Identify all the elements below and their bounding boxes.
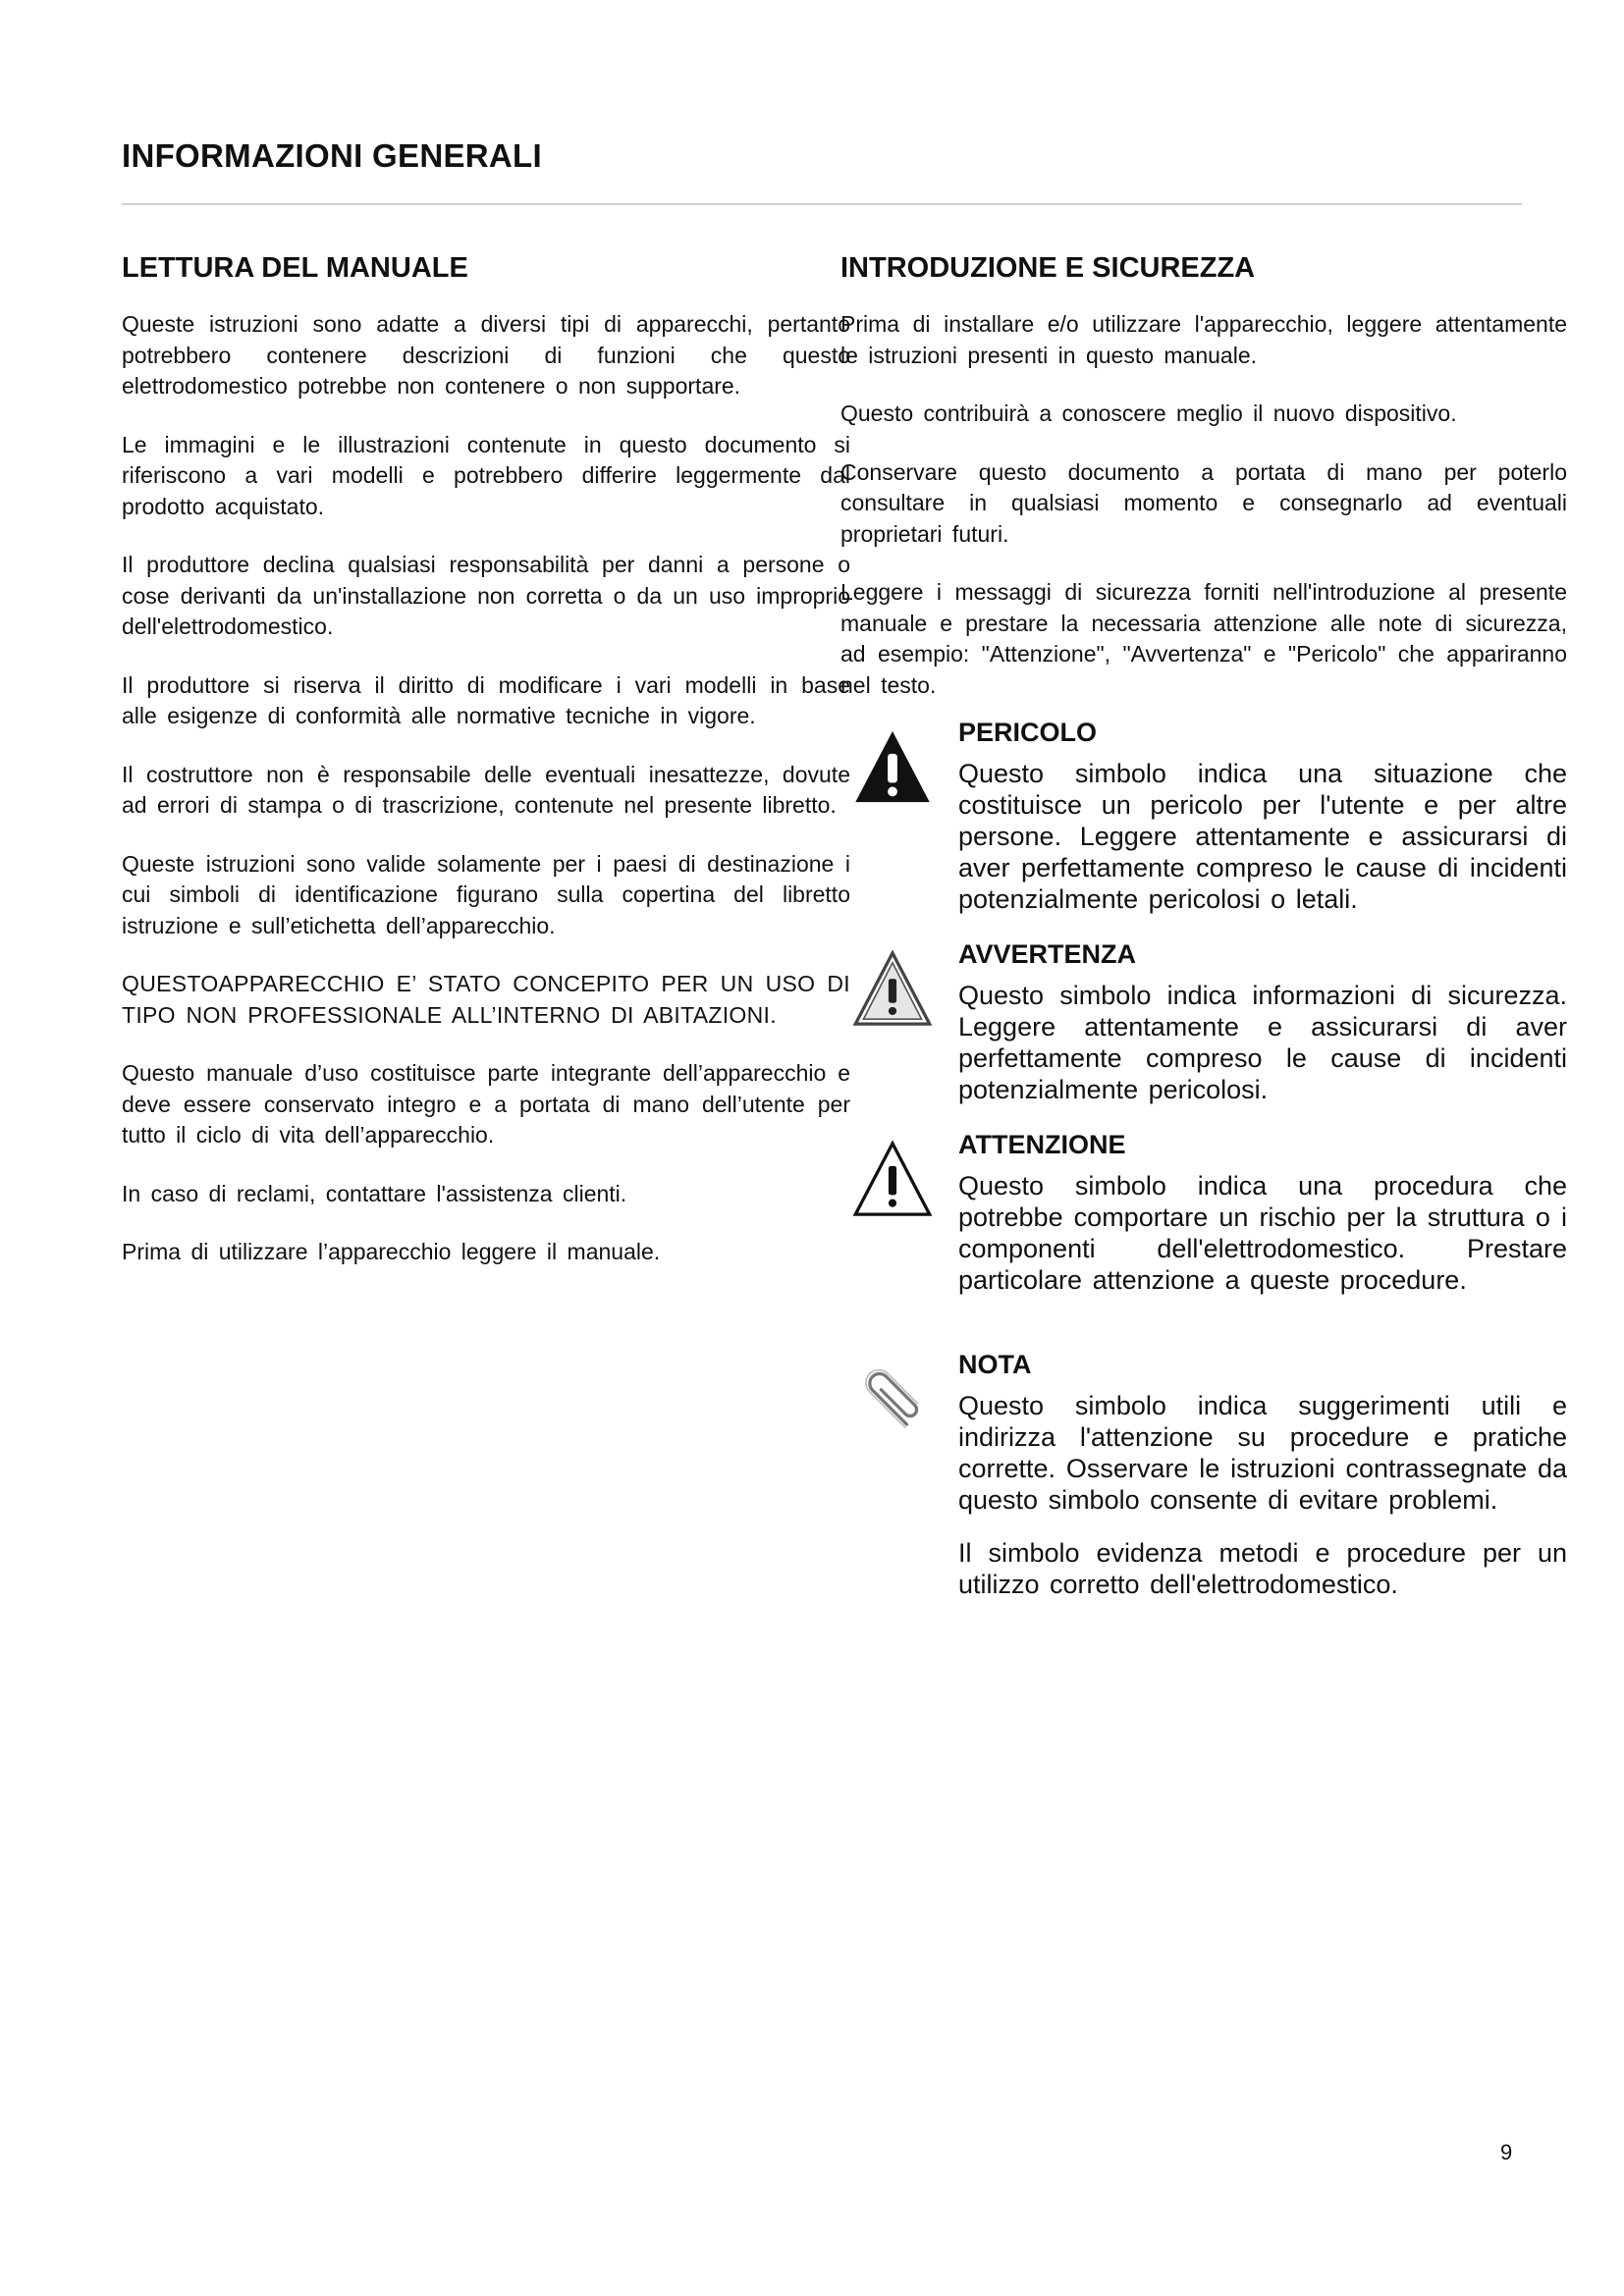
notice-text: Questo simbolo indica una situazione che costituisce un pericolo per l'utente e per altre persone. Leggere attentamente e assicurarsi di aver perfettamente compreso le cause di incidenti potenzialmente pericolosi o letali. <box>958 759 1567 914</box>
header-divider <box>122 203 1522 205</box>
paragraph: Queste istruzioni sono valide solamente per i paesi di destinazione i cui simboli di identificazione figurano sulla copertina del libretto istruzione e sull’etichetta dell’apparecchio. <box>122 850 850 938</box>
paragraph: Prima di utilizzare l’apparecchio leggere il manuale. <box>122 1239 661 1264</box>
page-number: 9 <box>1500 2140 1513 2164</box>
notice-text-secondary: Il simbolo evidenza metodi e procedure per un utilizzo corretto dell'elettrodomestico. <box>958 1538 1567 1599</box>
paragraph: Conservare questo documento a portata di mano per poterlo consultare in qualsiasi momento e consegnarlo ad eventuali proprietari futuri. <box>840 458 1567 547</box>
notice-text: Questo simbolo indica informazioni di sicurezza. Leggere attentamente e assicurarsi di aver perfettamente compreso le cause di incidenti potenzialmente pericolosi. <box>958 981 1567 1104</box>
notice-pericolo <box>840 715 1567 915</box>
page-title: INFORMAZIONI GENERALI <box>122 137 542 174</box>
paragraph: Le immagini e le illustrazioni contenute in questo documento si riferiscono a vari modelli e potrebbero differire leggermente dal prodotto acquistato. <box>122 431 850 519</box>
notice-text: Questo simbolo indica una procedura che potrebbe comportare un rischio per la struttura o i componenti dell'elettrodomestico. Prestare particolare attenzione a queste procedure. <box>958 1171 1567 1295</box>
paragraph-uppercase-notice: QUESTOAPPARECCHIO E’ STATO CONCEPITO PER UN USO DI TIPO NON PROFESSIONALE ALL’INTERNO DI ABITAZIONI. <box>122 971 850 1028</box>
section-title-lettura: LETTURA DEL MANUALE <box>122 252 468 284</box>
paragraph: Questo contribuirà a conoscere meglio il nuovo dispositivo. <box>840 400 1457 426</box>
paragraph: Leggere i messaggi di sicurezza forniti nell'introduzione al presente manuale e prestare la necessaria attenzione alle note di sicurezza, ad esempio: "Attenzione", "Avvertenza" e "Pericolo" che appariranno nel testo. <box>840 579 1567 698</box>
section-title-introduzione: INTRODUZIONE E SICUREZZA <box>840 252 1256 284</box>
paragraph: Prima di installare e/o utilizzare l'apparecchio, leggere attentamente le istruzioni presenti in questo manuale. <box>840 311 1567 368</box>
paragraph: Questo manuale d’uso costituisce parte integrante dell’apparecchio e deve essere conservato integro e a portata di mano dell’utente per tutto il ciclo di vita dell’apparecchio. <box>122 1060 850 1148</box>
warning-icon <box>852 948 933 1029</box>
paragraph: Il produttore declina qualsiasi responsabilità per danni a persone o cose derivanti da un'installazione non corretta o da un uso improprio dell'elettrodomestico. <box>122 552 850 639</box>
caution-icon <box>852 1139 933 1219</box>
notice-text: Questo simbolo indica suggerimenti utili e indirizza l'attenzione su procedure e pratiche corrette. Osservare le istruzioni contrassegnate da questo simbolo consente di evitare problemi. <box>958 1391 1567 1515</box>
notice-nota <box>840 1347 1567 1600</box>
paragraph: Il produttore si riserva il diritto di modificare i vari modelli in base alle esigenze di conformità alle normative tecniche in vigore. <box>122 671 850 728</box>
notice-attenzione <box>840 1127 1567 1296</box>
notice-title: PERICOLO <box>958 718 1098 747</box>
notice-avvertenza <box>840 936 1567 1105</box>
danger-icon <box>852 726 933 807</box>
notice-title: AVVERTENZA <box>958 939 1137 969</box>
paperclip-icon <box>852 1359 933 1439</box>
paragraph: In caso di reclami, contattare l'assistenza clienti. <box>122 1180 627 1206</box>
notice-title: ATTENZIONE <box>958 1130 1126 1159</box>
right-column <box>840 250 1567 1622</box>
left-column <box>122 250 850 1296</box>
paragraph: Il costruttore non è responsabile delle eventuali inesattezze, dovute ad errori di stampa o di trascrizione, contenute nel presente libretto. <box>122 761 850 818</box>
paragraph: Queste istruzioni sono adatte a diversi tipi di apparecchi, pertanto potrebbero contenere descrizioni di funzioni che questo elettrodomestico potrebbe non contenere o non supportare. <box>122 311 850 399</box>
notice-title: NOTA <box>958 1350 1032 1379</box>
